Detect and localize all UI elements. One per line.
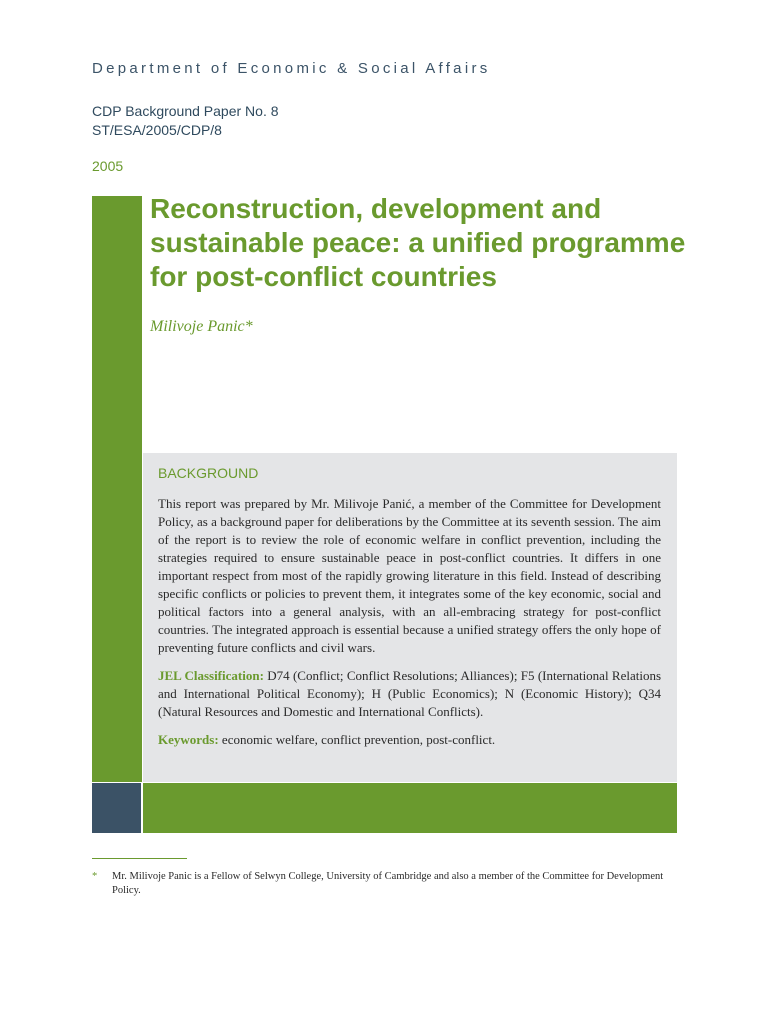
keywords-label: Keywords: — [158, 732, 219, 747]
jel-label: JEL Classification: — [158, 668, 264, 683]
publication-year: 2005 — [92, 158, 124, 174]
jel-classification — [158, 667, 661, 721]
footnote-text: Mr. Milivoje Panic is a Fellow of Selwyn College, University of Cambridge and also a member of the Committee for Development Policy. — [112, 871, 664, 896]
background-heading: BACKGROUND — [158, 465, 259, 481]
accent-square — [92, 783, 141, 833]
background-box — [143, 453, 677, 782]
paper-info — [92, 102, 279, 140]
footnote-marker: * — [92, 871, 98, 882]
keywords-text: economic welfare, conflict prevention, post-conflict. — [221, 732, 496, 747]
paper-title: Reconstruction, development and sustainable peace: a unified programme for post-conflict countries — [150, 193, 686, 292]
document-symbol: ST/ESA/2005/CDP/8 — [92, 122, 222, 138]
department-name: Department of Economic & Social Affairs — [92, 60, 491, 77]
background-text: This report was prepared by Mr. Milivoje Panić, a member of the Committee for Development Policy, as a background paper for deliberations by the Committee at its seventh session. The aim of the report is to review the role of economic welfare in conflict prevention, including the strategies required to ensure sustainable peace in post-conflict countries. It differs in one important respect from most of the rapidly growing literature in this field. Instead of describing specific conflicts or policies to prevent them, it integrates some of the key economic, social and political factors into a general analysis, with an all-embracing strategy for post-conflict countries. The integrated approach is essential because a unified strategy offers the only hope of preventing future conflicts and civil wars. — [158, 496, 661, 655]
footnote — [92, 870, 682, 898]
jel-text: D74 (Conflict; Conflict Resolutions; Alliances); F5 (International Relations and International Political Economy); H (Public Economics); N (Economic History); Q34 (Natural Resources and Domestic and International Conflicts). — [158, 668, 662, 719]
keywords — [158, 731, 661, 749]
accent-bar — [92, 196, 142, 782]
bottom-accent-strip — [143, 783, 677, 833]
footnote-divider — [92, 858, 187, 859]
paper-number: CDP Background Paper No. 8 — [92, 103, 279, 119]
author-name: Milivoje Panic* — [150, 318, 253, 335]
